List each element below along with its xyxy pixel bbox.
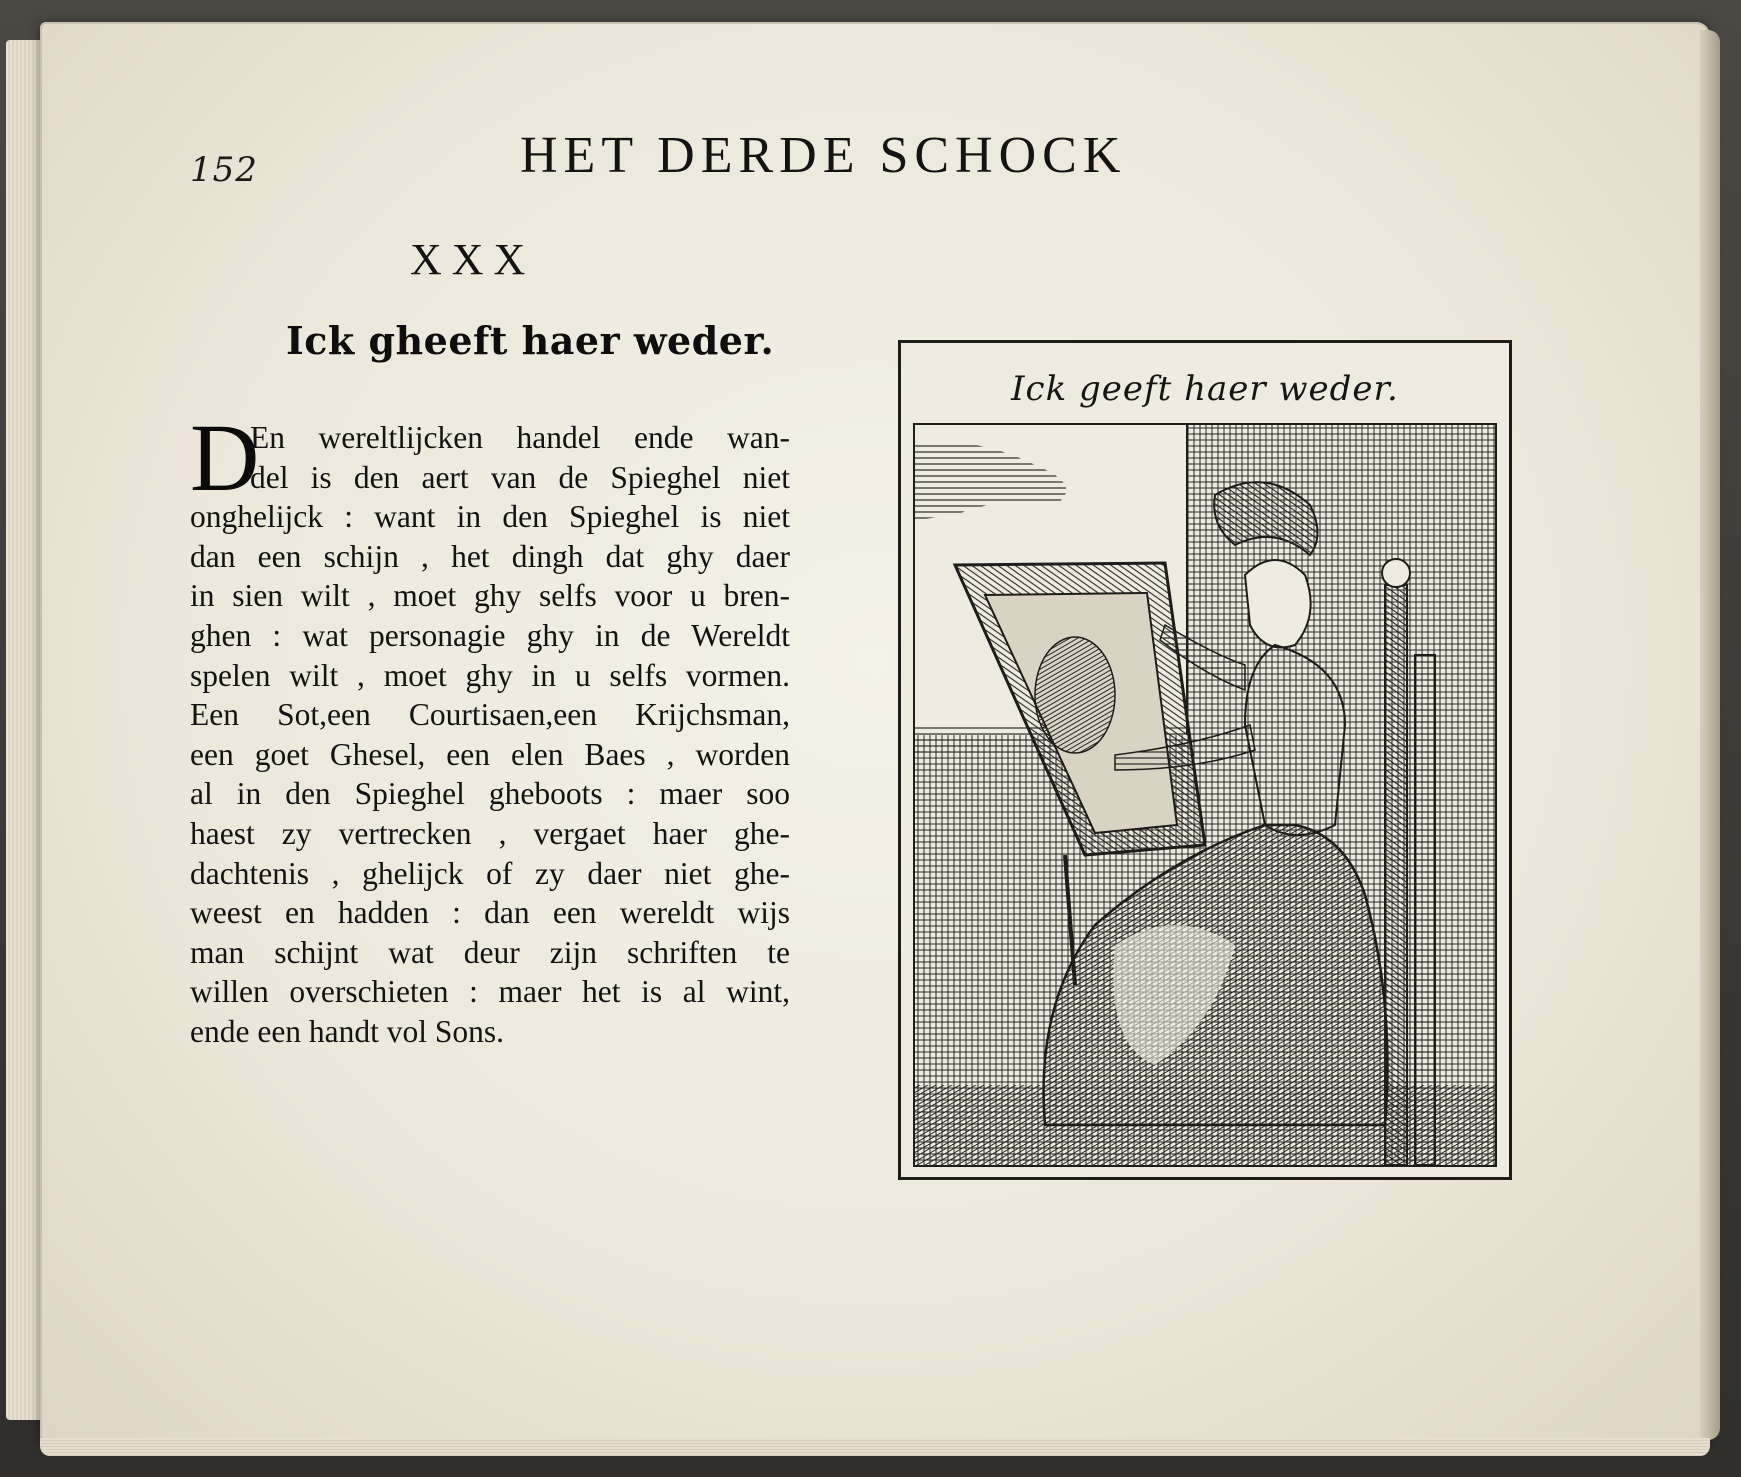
text-line: weest en hadden : dan een wereldt wijs	[190, 895, 790, 931]
body-text	[190, 418, 790, 1052]
text-line: onghelijck : want in den Spieghel is niet	[190, 499, 790, 535]
text-line: haest zy vertrecken , vergaet haer ghe-	[190, 815, 790, 851]
text-line: dan een schijn , het dingh dat ghy daer	[190, 538, 790, 574]
page-right-edge	[1700, 30, 1720, 1440]
text-line: man schijnt wat deur zijn schriften te	[190, 934, 790, 970]
section-motto: Ick gheeft haer weder.	[286, 318, 775, 363]
section-numeral: XXX	[410, 235, 536, 284]
text-line: willen overschieten : maer het is al wint,	[190, 974, 790, 1010]
text-line: al in den Spieghel gheboots : maer soo	[190, 776, 790, 812]
text-line: spelen wilt , moet ghy in u selfs vormen.	[190, 657, 790, 693]
page-stack-bottom-edge	[40, 1438, 1710, 1456]
drop-capital: D	[190, 404, 260, 511]
engraving-svg	[915, 425, 1495, 1165]
text-line: dachtenis , ghelijck of zy daer niet ghe-	[190, 855, 790, 891]
emblem-plate	[898, 340, 1512, 1180]
page-number: 152	[190, 150, 258, 190]
plate-caption: Ick geeft haer weder.	[1011, 369, 1399, 409]
text-line: del is den aert van de Spieghel niet	[250, 459, 790, 495]
text-line: Een Sot,een Courtisaen,een Krijchsman,	[190, 697, 790, 733]
text-line: ende een handt vol Sons.	[190, 1013, 505, 1049]
chair-back	[1415, 655, 1435, 1165]
running-head: HET DERDE SCHOCK	[520, 127, 1127, 184]
text-line: En wereltlijcken handel ende wan-	[250, 420, 790, 455]
text-line: ghen : wat personagie ghy in de Wereldt	[190, 617, 790, 653]
engraving-illustration	[913, 423, 1497, 1167]
woman-head	[1245, 560, 1311, 648]
text-line: in sien wilt , moet ghy selfs voor u bren-	[190, 578, 790, 614]
chair-finial	[1382, 559, 1410, 587]
text-line: een goet Ghesel, een elen Baes , worden	[190, 736, 790, 772]
portrait-face	[1035, 637, 1115, 753]
